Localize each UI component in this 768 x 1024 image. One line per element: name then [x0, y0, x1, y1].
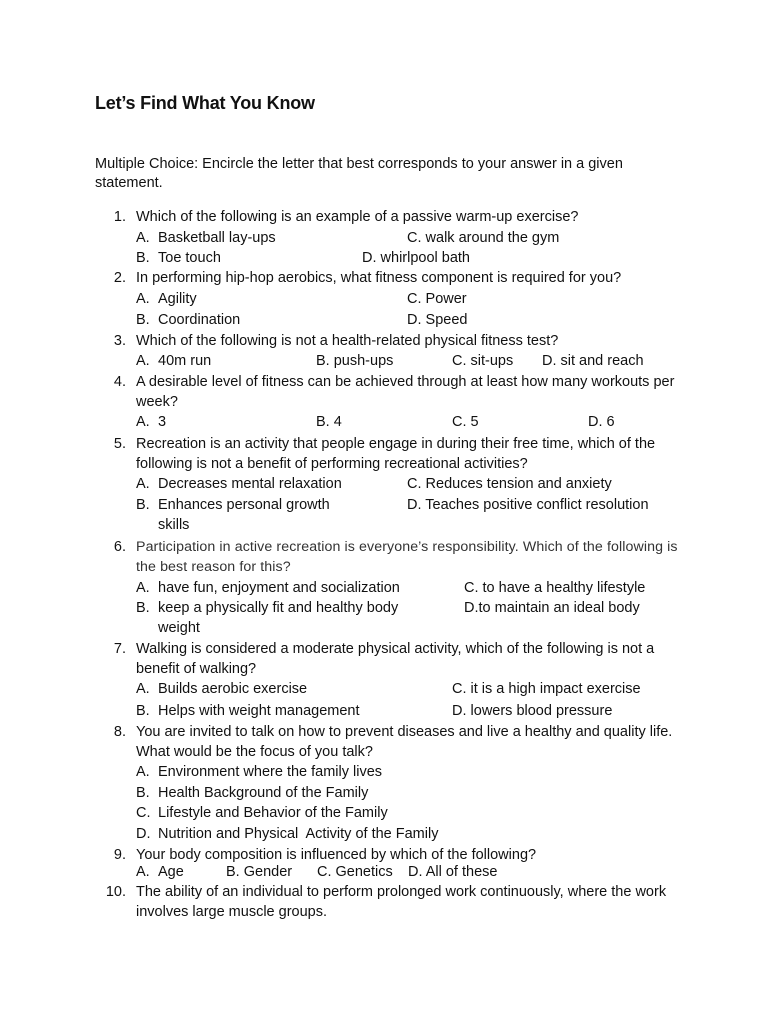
question-text: A desirable level of fitness can be achieved through at least how many workouts per week?: [136, 374, 675, 410]
option-b: B. push-ups: [316, 353, 394, 369]
question-number: 4.: [113, 374, 126, 390]
question-text: You are invited to talk on how to prevent diseases and live a healthy and quality life. What would be the focus of you talk?: [136, 724, 673, 760]
question-number: 1.: [113, 209, 126, 225]
option-b-continuation: weight: [158, 620, 200, 636]
option-a: A. Agility: [136, 291, 197, 307]
option-d: D. Nutrition and Physical Activity of the Family: [136, 826, 439, 842]
option-a: A. Age: [136, 864, 184, 880]
question-text: Participation in active recreation is everyone’s responsibility. Which of the following is the best reason for this?: [136, 539, 678, 575]
question-text: In performing hip-hop aerobics, what fitness component is required for you?: [136, 270, 622, 286]
option-d: D. All of these: [408, 864, 498, 880]
option-d: D. whirlpool bath: [362, 250, 470, 266]
option-d: D. lowers blood pressure: [452, 703, 613, 719]
option-b: B. Coordination: [136, 312, 241, 328]
question-text: Recreation is an activity that people engage in during their free time, which of the following is not a benefit of performing recreational activities?: [136, 436, 656, 472]
option-a: A. Decreases mental relaxation: [136, 476, 342, 492]
option-d: D. sit and reach: [542, 353, 644, 369]
question-text: The ability of an individual to perform prolonged work continuously, where the work involves large muscle groups.: [136, 884, 667, 920]
question-number: 3.: [113, 333, 126, 349]
option-a: A. 40m run: [136, 353, 212, 369]
option-c: C. Genetics: [317, 864, 393, 880]
option-d: D.to maintain an ideal body: [464, 600, 640, 616]
option-c: C. to have a healthy lifestyle: [464, 580, 646, 596]
option-d: D. 6: [588, 414, 615, 430]
question-number: 6.: [113, 539, 126, 555]
option-a: A. Builds aerobic exercise: [136, 681, 308, 697]
question-number: 10.: [105, 884, 126, 900]
option-b: B. Health Background of the Family: [136, 785, 369, 801]
question-text: Which of the following is an example of a passive warm-up exercise?: [136, 209, 579, 225]
option-c: C. it is a high impact exercise: [452, 681, 641, 697]
question-text: Which of the following is not a health-related physical fitness test?: [136, 333, 559, 349]
option-a: A. 3: [136, 414, 167, 430]
question-number: 7.: [113, 641, 126, 657]
question-number: 5.: [113, 436, 126, 452]
option-a: A. have fun, enjoyment and socialization: [136, 580, 400, 596]
option-b: B. keep a physically fit and healthy body: [136, 600, 399, 616]
option-b: B. Toe touch: [136, 250, 221, 266]
question-number: 8.: [113, 724, 126, 740]
option-b-continuation: skills: [158, 517, 190, 533]
option-d: D. Speed: [407, 312, 468, 328]
instructions: Multiple Choice: Encircle the letter that best corresponds to your answer in a given statement.: [95, 156, 623, 191]
option-b: B. Enhances personal growth: [136, 497, 330, 513]
option-c: C. sit-ups: [452, 353, 514, 369]
question-text: Walking is considered a moderate physical activity, which of the following is not a benefit of walking?: [136, 641, 655, 677]
page-title: Let’s Find What You Know: [95, 93, 315, 113]
option-b: B. 4: [316, 414, 342, 430]
option-d: D. Teaches positive conflict resolution: [407, 497, 649, 513]
option-a: A. Environment where the family lives: [136, 764, 383, 780]
option-a: A. Basketball lay-ups: [136, 230, 276, 246]
question-number: 9.: [113, 847, 126, 863]
option-c: C. Power: [407, 291, 467, 307]
option-b: B. Gender: [226, 864, 293, 880]
option-c: C. walk around the gym: [407, 230, 560, 246]
option-b: B. Helps with weight management: [136, 703, 360, 719]
question-text: Your body composition is influenced by which of the following?: [136, 847, 537, 863]
option-c: C. Lifestyle and Behavior of the Family: [136, 805, 388, 821]
question-number: 2.: [113, 270, 126, 286]
option-c: C. 5: [452, 414, 479, 430]
option-c: C. Reduces tension and anxiety: [407, 476, 612, 492]
